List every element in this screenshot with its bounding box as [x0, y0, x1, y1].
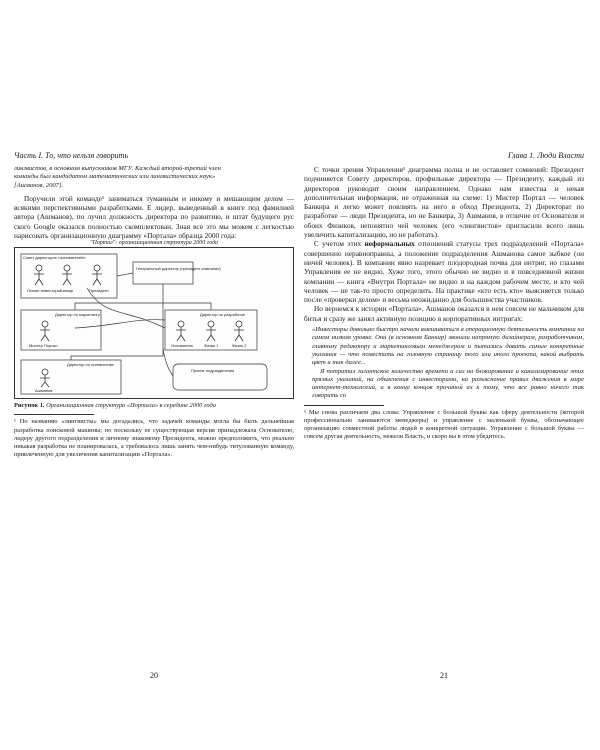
mister-portal-label: Мистер Портал	[29, 343, 58, 349]
person-figure	[62, 265, 72, 285]
ashmanov-label: Ашманов	[35, 388, 53, 394]
right-footnote-rule	[304, 405, 384, 406]
right-paragraph-2	[304, 239, 584, 304]
left-page-number: 20	[150, 671, 158, 680]
right-page-number: 21	[440, 671, 448, 680]
board-label: Совет директоров «основателей»	[23, 255, 86, 261]
left-paragraph-1: Поручили этой команде¹ заниматься туманным и никому и мешающим делом — всякими перспективными разработками. Е лидер, выведенный в книге под фамилией автора (Ашманов), по лучил должность директора по развитию, и штат будущего рус ского Google оказался полностью скомплектован. Зная все это мы можем с легкостью нарисовать организационную диаграмму «Портала» образца 2000 года:	[14, 193, 294, 241]
person-label-banker: Банкир	[60, 288, 74, 294]
person-figure	[206, 321, 216, 341]
right-page	[304, 150, 584, 680]
org-chart-figure	[14, 247, 294, 399]
dev-director-label: Директор по разработке	[200, 312, 246, 318]
left-running-header: Часть I. То, что нельзя говорить	[14, 151, 129, 160]
person-figure	[40, 321, 50, 341]
figure-title: "Портал": организационная структура 2000 года	[89, 240, 219, 247]
person-figure	[40, 369, 50, 387]
person-label-investors: Легкие инвесторы	[27, 288, 61, 294]
marketing-director-label: Директор по маркетингу	[55, 312, 100, 318]
right-paragraph-2-post: отношений статусы трех подразделений «Портала» совершенно неравноправны, а положение подразделения Ашманова самое зыбкое (он ничей человек). В компании явно назревает плодородная почва для интриг, но глазами Управления ее не видно. Хуже того, этого обычно не видно и в повседневной жизни компании — книга «Внутри Портала» не видно и на каждом рабочем месте, и кто чей человек — не так-то просто определить. На практике «кто есть кто» выясняется только после «проверки делом» и весьма неожиданно для большинства участников.	[304, 239, 584, 305]
left-top-quote-line-1: лингвистов, в основном выпускников МГУ. Каждый второй-третий член	[14, 165, 221, 172]
right-quote-2: Я потратил гигантское количество времени и сил на блокирование и канализирование этих прямых указаний, на объяснения с инвесторами, на разъяснение правил движения в мире интернет-технологий, и в конце концов причиной их к тому, что все равно ничего так говорить со	[312, 367, 584, 400]
figure-caption-label: Рисунок 1.	[14, 402, 45, 410]
left-body	[14, 194, 294, 240]
left-page	[14, 150, 294, 680]
right-body	[304, 165, 584, 323]
person-figure	[34, 265, 44, 285]
person-figure	[92, 265, 102, 285]
right-paragraph-1: С точки зрения Управления¹ диаграмма полна и не оставляет сомнений: Президент подчиняется Совету директоров, профильные директора — Президенту, каждый из директоров руководит своим направлением. Однако нам известна и некая дополнительная информация, не отраженная на схеме: 1) Мистер Портал — человек Банкира и легко может повлиять на него в обход Президента, 2) Директорат по разработке — люди Президента, но не Банкира, 3) Ашманов, в отличие от Основателя и обоих Физиков, непонятно чей человек (его «лингвистов» пригласили всего лишь увеличить капитализацию, но не работать).	[304, 165, 584, 240]
left-top-quote	[14, 165, 294, 190]
founder-label: Основатель	[171, 343, 194, 349]
left-top-quote-line-2: команды был кандидатом математических или лингвистических наук»	[14, 173, 216, 181]
physicist-2-label: Физик 2	[232, 343, 247, 349]
left-top-quote-source: [Ашманов, 2007].	[14, 181, 64, 189]
right-quote-1: «Инвесторы довольно быстро начали вмешиваться в операционную деятельность компании на самом низком уровне. Они (в основном Банкир) звонили напрямую дизайнерам, разработчикам, главному редактору и маркетинговым менеджерам и пытались давать самые конкретные указания — что поместить на головную страницу того или иного проекта, какой выбрать цвет и так далее...	[312, 326, 584, 367]
org-chart-svg	[15, 248, 293, 398]
person-figure	[234, 321, 244, 341]
right-quote	[304, 326, 584, 401]
physicist-1-label: Физик 1	[204, 343, 219, 349]
person-label-president: Президент	[89, 288, 109, 294]
right-paragraph-2-pre: С учетом этих	[314, 239, 365, 249]
right-footnote: ¹ Мы снова различаем два слова: Управление с большой буквы как сферу деятельности (которой профессионально занимаются менеджеры) и управление с маленькой буквы, обозначающее организацию совместной работы людей в конкретной ситуации. Управление с большой буквы — совсем другая деятельность, нежели Власть, и скоро вы в этом убедитесь.	[304, 408, 584, 441]
left-footnote-rule	[14, 414, 94, 415]
lingvo-director-label: Директор по лингвистике	[67, 362, 114, 368]
person-figure	[176, 321, 186, 341]
figure-caption-text: Организационная структура «Портала» в середине 2000 года	[44, 402, 216, 410]
right-paragraph-3: Но вернемся к истории «Портала». Ашманов оказался в нем совсем не мальчиком для битья и сразу же занял активную позицию в корпоративных интригах:	[304, 304, 584, 323]
figure-caption	[14, 402, 294, 410]
book-spread	[14, 150, 586, 680]
other-units-label: Прочие подразделения	[191, 368, 235, 374]
right-paragraph-2-bold: неформальных	[364, 239, 415, 249]
general-director-label: Генеральный директор (президент компании)	[136, 266, 221, 272]
left-footnote: ¹ По названию «лингвисты» мы догадались, что задачей команды могла бы быть дальнейшая разработка поисковой машины; но поскольку ее существующая версия принадлежала Основателю, лидеру другого подразделения и личному знакомому Президента, можно предположить, что реально никакая разработка не планировалась, а требовалось лишь занять чем-нибудь титулованную команду, привлеченную для увеличения капитализации «Портала».	[14, 418, 294, 459]
right-running-header: Глава 1. Люди Власти	[507, 151, 584, 160]
